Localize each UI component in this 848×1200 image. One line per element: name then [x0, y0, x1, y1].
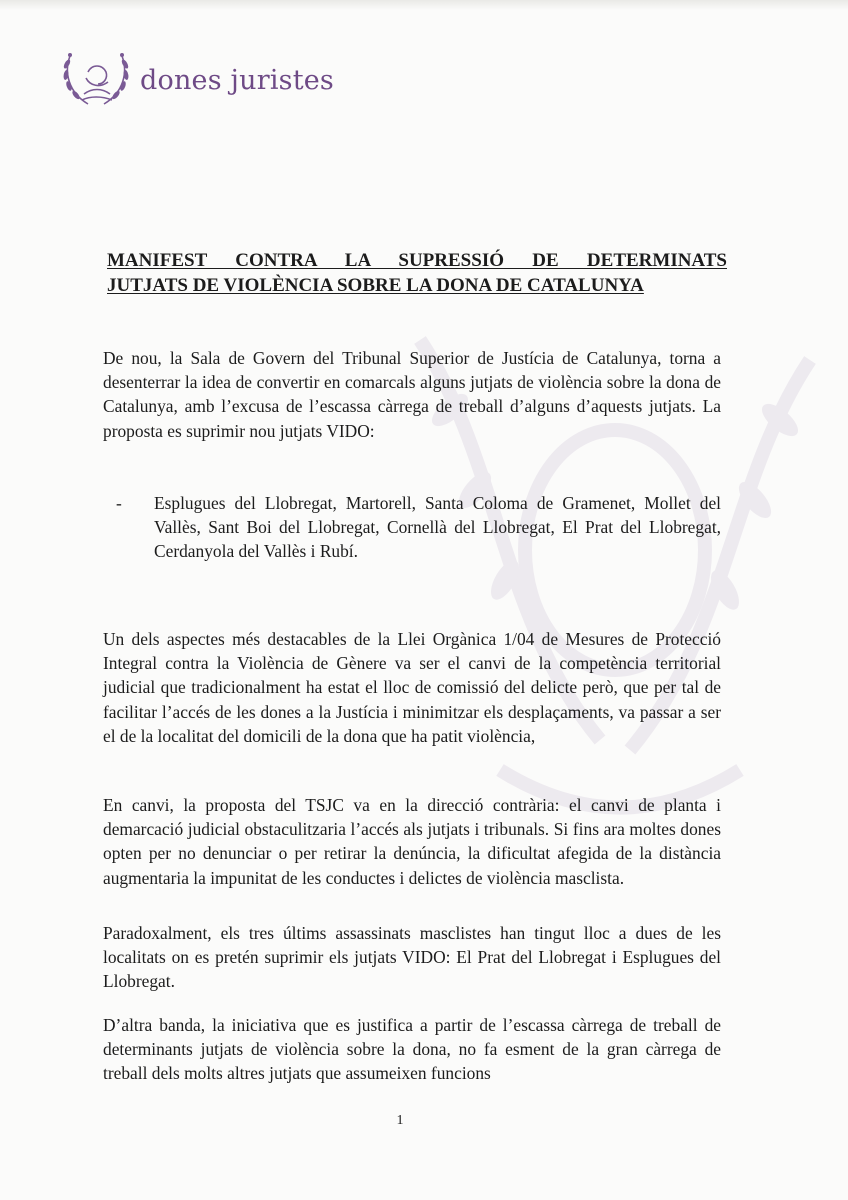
paragraph-llei-organica: Un dels aspectes més destacables de la Llei Orgànica 1/04 de Mesures de Protecció Integral contra la Violència de Gènere va ser el canvi de la competència territorial judicial que tradicionalment ha estat el lloc de comissió del delicte però, que per tal de facilitar l’accés de les dones a la Justícia i minimitzar els desplaçaments, va passar a ser el de la localitat del domicili de la dona que ha patit violència,: [103, 629, 721, 746]
title-line-2: JUTJATS DE VIOLÈNCIA SOBRE LA DONA DE CATALUNYA: [107, 275, 644, 296]
list-item: [116, 491, 721, 564]
scan-shadow: [0, 0, 848, 10]
bullet-marker: -: [116, 493, 122, 513]
document-title: [107, 248, 727, 298]
laurel-wreath-woman-icon: [58, 48, 134, 112]
municipalities-list: Esplugues del Llobregat, Martorell, Santa Coloma de Gramenet, Mollet del Vallès, Sant Boi del Llobregat, Cornellà del Llobregat, El Prat del Llobregat, Cerdanyola del Vallès i Rubí.: [154, 493, 721, 562]
title-line-1: MANIFEST CONTRA LA SUPRESSIÓ DE DETERMINATS: [107, 250, 727, 271]
organization-logo: [58, 48, 334, 112]
paragraph-carrega-treball: D’altra banda, la iniciativa que es justifica a partir de l’escassa càrrega de treball de determinants jutjats de violència sobre la dona, no fa esment de la gran càrrega de treball dels molts altres jutjats que assumeixen funcions: [103, 1015, 721, 1084]
page-number: 1: [396, 1113, 404, 1128]
organization-name: dones juristes: [140, 64, 334, 96]
paragraph-assassinats: Paradoxalment, els tres últims assassinats masclistes han tingut lloc a dues de les localitats on es pretén suprimir els jutjats VIDO: El Prat del Llobregat i Esplugues del Llobregat.: [103, 923, 721, 992]
paragraph-proposta-tsjc: En canvi, la proposta del TSJC va en la direcció contrària: el canvi de planta i demarcació judicial obstaculitzaria l’accés als jutjats i tribunals. Si fins ara moltes dones opten per no denunciar o per retirar la denúncia, la dificultat afegida de la distància augmentaria la impunitat de les conductes i delictes de violència masclista.: [103, 795, 721, 888]
intro-paragraph: De nou, la Sala de Govern del Tribunal Superior de Justícia de Catalunya, torna a desenterrar la idea de convertir en comarcals alguns jutjats de violència sobre la dona de Catalunya, amb l’excusa de l’escassa càrrega de treball d’alguns d’aquests jutjats. La proposta es suprimir nou jutjats VIDO:: [103, 348, 721, 441]
